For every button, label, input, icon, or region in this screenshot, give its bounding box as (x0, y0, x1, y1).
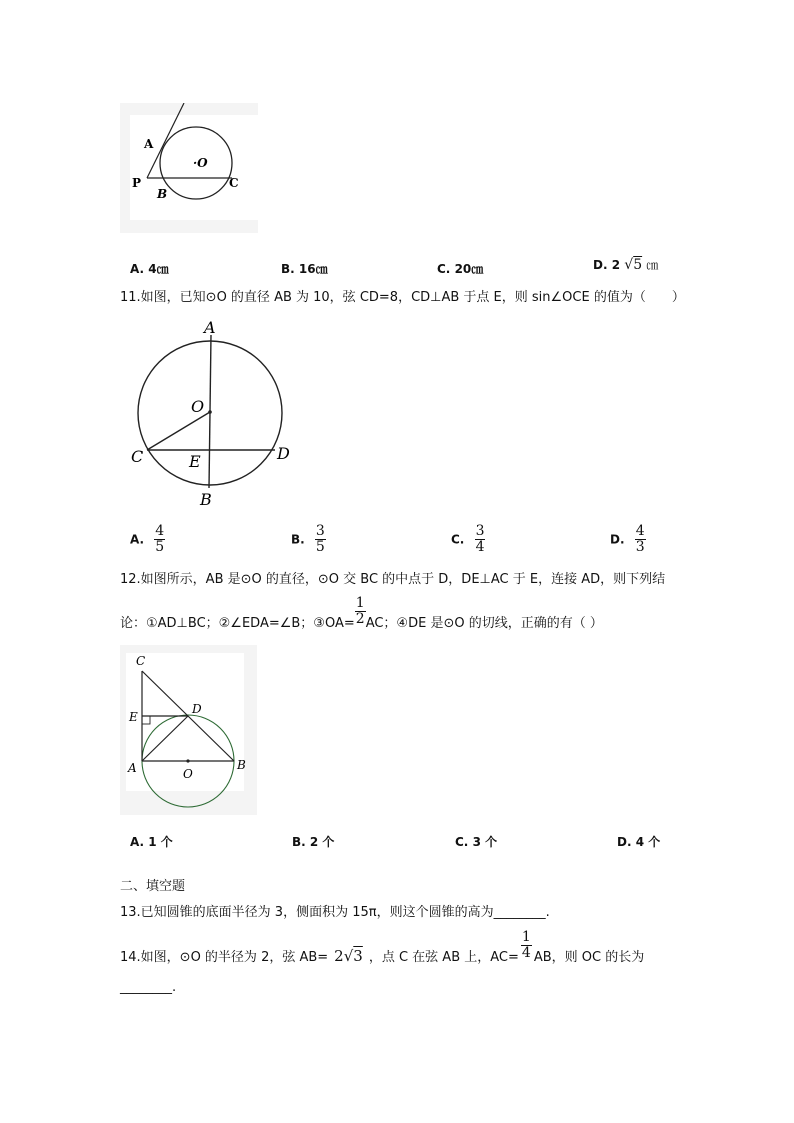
sqrt-sign: √5 (624, 257, 643, 273)
option-letter: B. (292, 835, 306, 849)
fraction-quarter (521, 930, 532, 961)
option-letter: B. (281, 262, 295, 276)
q14-text-2: ，点 C 在弦 AB 上，AC= (368, 950, 519, 965)
numerator: 4 (155, 523, 165, 539)
numerator: 3 (315, 523, 325, 539)
label-c: C (131, 447, 144, 466)
option-text: 4 个 (635, 835, 661, 849)
option-letter: A. (130, 835, 145, 849)
label-b: B (237, 758, 246, 772)
option-letter: A. (130, 262, 145, 276)
q11-option-c[interactable] (451, 524, 485, 555)
label-o: O (183, 767, 193, 781)
option-letter: D. (593, 258, 608, 272)
option-unit: ㎝ (646, 258, 659, 272)
label-p: P (132, 176, 142, 190)
q11-question: 11.如图，已知⊙O 的直径 AB 为 10，弦 CD=8，CD⊥AB 于点 E，则 sin∠OCE 的值为（ ） (120, 290, 685, 305)
q10-option-c[interactable] (437, 260, 483, 277)
denominator: 2 (355, 611, 365, 627)
numerator: 1 (355, 595, 365, 611)
center-point (186, 759, 189, 762)
q11-option-b[interactable] (291, 524, 326, 555)
q12-option-d[interactable] (617, 833, 660, 850)
fraction (315, 524, 326, 555)
denominator: 4 (475, 539, 485, 555)
q12-question-line2 (120, 595, 603, 646)
q14-text-1: 14.如图，⊙O 的半径为 2，弦 AB= (120, 950, 329, 965)
label-b: B (200, 490, 212, 509)
q12-option-b[interactable] (292, 833, 334, 850)
fraction (154, 524, 165, 555)
radicand: 5 (633, 257, 643, 273)
q12-question-line1: 12.如图所示，AB 是⊙O 的直径，⊙O 交 BC 的中点于 D，DE⊥AC 于 E，连接 AD，则下列结 (120, 572, 666, 587)
section-heading: 二、填空题 (120, 879, 186, 894)
q10-figure (120, 103, 258, 233)
q14-question-line1 (120, 929, 645, 980)
option-letter: C. (437, 262, 451, 276)
option-text: 16㎝ (298, 262, 328, 276)
q11-option-d[interactable] (610, 524, 646, 555)
label-a: A (204, 318, 216, 337)
q12-option-a[interactable] (130, 833, 173, 850)
label-e: E (129, 710, 138, 724)
center-point (208, 410, 212, 414)
q12-text-b: AC；④DE 是⊙O 的切线，正确的有（ ） (365, 616, 603, 631)
fraction-half (355, 596, 366, 627)
q10-option-a[interactable] (130, 260, 169, 277)
numerator: 4 (635, 523, 645, 539)
denominator: 5 (155, 539, 165, 555)
q11-figure (125, 315, 305, 515)
q12-figure (120, 645, 257, 815)
option-letter: D. (617, 835, 632, 849)
ab-radicand: 3 (353, 947, 363, 965)
option-letter: D. (610, 532, 625, 547)
q14-text-3: AB，则 OC 的长为 (533, 950, 645, 965)
label-a: A (128, 761, 137, 775)
segment-oc (147, 412, 210, 450)
option-text: 20㎝ (454, 262, 484, 276)
option-text: 4㎝ (148, 262, 169, 276)
q12-text-a: 论：①AD⊥BC；②∠EDA=∠B；③OA= (120, 616, 355, 631)
label-c: C (229, 176, 239, 190)
option-text: 1 个 (148, 835, 173, 849)
denominator: 3 (635, 539, 645, 555)
option-letter: A. (130, 532, 145, 547)
label-c: C (136, 654, 146, 668)
label-e: E (189, 452, 201, 471)
q12-option-c[interactable] (455, 833, 497, 850)
ab-value: 2√3 (334, 947, 363, 965)
option-prefix: 2 (611, 258, 621, 272)
label-o: O (191, 397, 205, 416)
q11-option-a[interactable] (130, 524, 165, 555)
label-a: A (144, 137, 154, 151)
denominator: 5 (315, 539, 325, 555)
label-d: D (277, 444, 290, 463)
q14-question-line2: ________. (120, 980, 177, 995)
q10-option-d[interactable] (593, 255, 658, 275)
fraction (475, 524, 486, 555)
numerator: 3 (475, 523, 485, 539)
q10-option-b[interactable] (281, 260, 328, 277)
denominator: 4 (521, 945, 531, 961)
label-b: B (157, 187, 168, 201)
fraction (635, 524, 646, 555)
numerator: 1 (521, 929, 531, 945)
option-letter: C. (455, 835, 469, 849)
label-d: D (192, 702, 202, 716)
label-o: ·O (193, 156, 208, 170)
option-letter: B. (291, 532, 305, 547)
option-text: 3 个 (472, 835, 498, 849)
option-letter: C. (451, 532, 465, 547)
q13-question: 13.已知圆锥的底面半径为 3，侧面积为 15π，则这个圆锥的高为________. (120, 905, 550, 920)
option-text: 2 个 (309, 835, 335, 849)
ab-coefficient: 2 (334, 947, 344, 965)
